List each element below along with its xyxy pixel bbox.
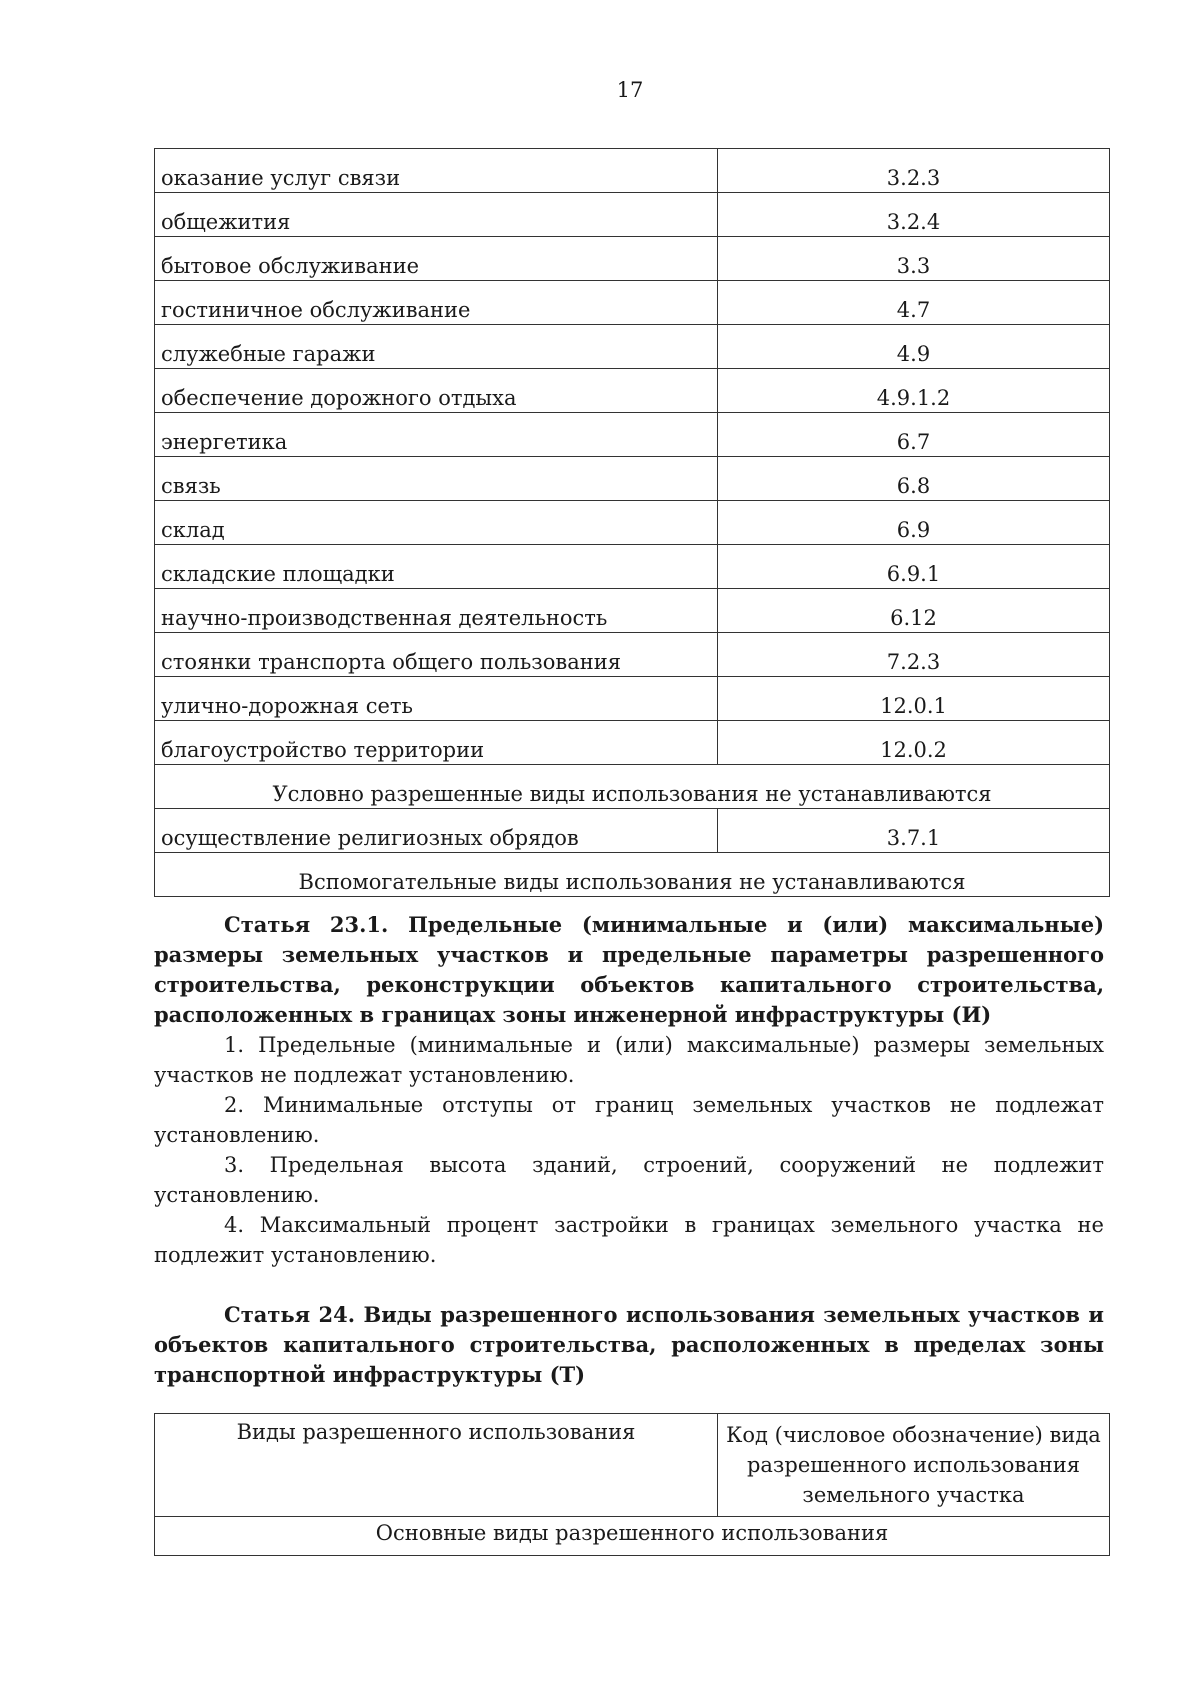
use-code-cell: 6.9 (718, 501, 1110, 545)
use-type-cell: бытовое обслуживание (155, 237, 718, 281)
table-row (155, 765, 1110, 809)
use-code-cell: 12.0.1 (718, 677, 1110, 721)
use-code-cell: 12.0.2 (718, 721, 1110, 765)
table-header-row (155, 1414, 1110, 1517)
use-type-cell: склад (155, 501, 718, 545)
use-code-cell: 7.2.3 (718, 633, 1110, 677)
header-use-type: Виды разрешенного использования (155, 1414, 718, 1517)
table-row (155, 545, 1110, 589)
use-type-cell: благоустройство территории (155, 721, 718, 765)
table-row (155, 633, 1110, 677)
section-note-cell: Условно разрешенные виды использования не устанавливаются (155, 765, 1110, 809)
section-note-cell: Вспомогательные виды использования не устанавливаются (155, 853, 1110, 897)
table-row (155, 457, 1110, 501)
article-23-1-paragraph-3: 3. Предельная высота зданий, строений, сооружений не подлежит установлению. (154, 1153, 1104, 1207)
table-row (155, 325, 1110, 369)
use-code-cell: 3.3 (718, 237, 1110, 281)
table-row (155, 809, 1110, 853)
transport-zone-table (154, 1413, 1110, 1556)
use-code-cell: 6.12 (718, 589, 1110, 633)
use-type-cell: складские площадки (155, 545, 718, 589)
article-23-1 (154, 910, 1104, 1270)
use-code-cell: 4.9.1.2 (718, 369, 1110, 413)
use-type-cell: осуществление религиозных обрядов (155, 809, 718, 853)
table-row (155, 721, 1110, 765)
use-type-cell: служебные гаражи (155, 325, 718, 369)
use-code-cell: 6.7 (718, 413, 1110, 457)
use-code-cell: 3.2.3 (718, 149, 1110, 193)
use-type-cell: научно-производственная деятельность (155, 589, 718, 633)
table-row (155, 413, 1110, 457)
use-type-cell: связь (155, 457, 718, 501)
land-use-table (154, 148, 1110, 897)
article-23-1-paragraph-2: 2. Минимальные отступы от границ земельных участков не подлежат установлению. (154, 1093, 1104, 1147)
use-type-cell: общежития (155, 193, 718, 237)
use-code-cell: 3.2.4 (718, 193, 1110, 237)
use-type-cell: гостиничное обслуживание (155, 281, 718, 325)
use-code-cell: 6.9.1 (718, 545, 1110, 589)
use-code-cell: 4.9 (718, 325, 1110, 369)
table-row (155, 149, 1110, 193)
table-row (155, 589, 1110, 633)
table-row (155, 677, 1110, 721)
use-type-cell: улично-дорожная сеть (155, 677, 718, 721)
section-main-uses: Основные виды разрешенного использования (155, 1517, 1110, 1556)
use-code-cell: 4.7 (718, 281, 1110, 325)
use-type-cell: энергетика (155, 413, 718, 457)
use-code-cell: 6.8 (718, 457, 1110, 501)
table-row (155, 281, 1110, 325)
header-use-code: Код (числовое обозначение) вида разрешенного использования земельного участка (718, 1414, 1110, 1517)
table-section-row (155, 1517, 1110, 1556)
use-type-cell: стоянки транспорта общего пользования (155, 633, 718, 677)
page-number: 17 (616, 78, 644, 102)
article-23-1-paragraph-4: 4. Максимальный процент застройки в границах земельного участка не подлежит установлению. (154, 1213, 1104, 1267)
article-23-1-paragraph-1: 1. Предельные (минимальные и (или) максимальные) размеры земельных участков не подлежат установлению. (154, 1033, 1104, 1087)
use-type-cell: оказание услуг связи (155, 149, 718, 193)
article-23-1-heading: Статья 23.1. Предельные (минимальные и (или) максимальные) размеры земельных участков и предельные параметры разрешенного строительства, реконструкции объектов капитального строительства, расположенных в границах зоны инженерной инфраструктуры (И) (154, 912, 1104, 1027)
use-code-cell: 3.7.1 (718, 809, 1110, 853)
use-type-cell: обеспечение дорожного отдыха (155, 369, 718, 413)
table-row (155, 237, 1110, 281)
table-row (155, 193, 1110, 237)
table-row (155, 853, 1110, 897)
table-row (155, 501, 1110, 545)
article-24 (154, 1300, 1104, 1390)
table-row (155, 369, 1110, 413)
article-24-heading: Статья 24. Виды разрешенного использования земельных участков и объектов капитального строительства, расположенных в пределах зоны транспортной инфраструктуры (Т) (154, 1302, 1104, 1387)
